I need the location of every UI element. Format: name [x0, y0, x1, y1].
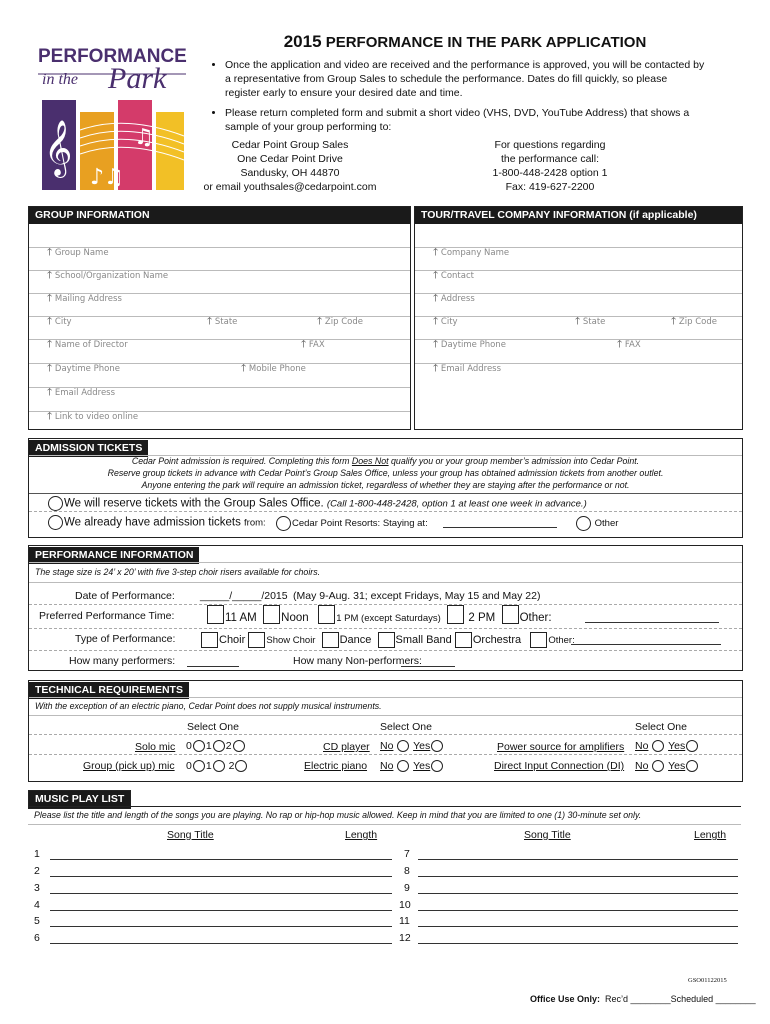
song-number-right: 8 — [404, 865, 410, 877]
song-number-right: 9 — [404, 882, 410, 894]
length-header-right: Length — [694, 829, 727, 841]
song-number-left: 4 — [34, 899, 40, 911]
group-2-radio[interactable] — [235, 760, 247, 772]
logo-line3: Park — [108, 62, 167, 95]
have-tickets-option[interactable]: We already have admission tickets from: — [47, 515, 266, 530]
addr-line: or email youthsales@cedarpoint.com — [203, 181, 377, 193]
admission-note-1: Cedar Point admission is required. Completing this form Does Not qualify you or your group member’s admission into Cedar Point. — [131, 456, 640, 466]
instruction-2: • Please return completed form and submit a short video (VHS, DVD, YouTube Address) that shows a sample of your group performing to: — [225, 106, 705, 134]
direct-options: No Yes — [635, 760, 699, 772]
direct-yes-radio[interactable] — [686, 760, 698, 772]
solo-2-radio[interactable] — [233, 740, 245, 752]
mailing-address — [200, 138, 380, 194]
time-11am[interactable]: 11 AM — [207, 612, 257, 624]
song-entry-line-left[interactable] — [50, 893, 392, 894]
power-yes-radio[interactable] — [686, 740, 698, 752]
tour-info-header: TOUR/TRAVEL COMPANY INFORMATION (if applicable) — [415, 207, 742, 224]
song-entry-line-left[interactable] — [50, 910, 392, 911]
performance-header: PERFORMANCE INFORMATION — [29, 547, 199, 564]
time-other[interactable]: Other: — [502, 612, 552, 624]
tour-city-field[interactable]: 🡑 City — [433, 316, 458, 327]
technical-note: With the exception of an electric piano, Cedar Point does not supply musical instruments. — [35, 701, 382, 711]
song-number-right: 10 — [399, 899, 411, 911]
questions-contact — [460, 138, 640, 194]
song-number-left: 5 — [34, 915, 40, 927]
date-note: (May 9-Aug. 31; except Fridays, May 15 and May 22) — [293, 590, 541, 602]
other-ticket-option[interactable]: Other — [575, 516, 618, 531]
resorts-radio[interactable] — [276, 516, 291, 531]
email-field[interactable]: 🡑 Email Address — [47, 387, 116, 398]
type-other[interactable]: Other: — [530, 634, 574, 646]
admission-note-3: Anyone entering the park will require an admission ticket, regardless of whether they are staying after the performance or not. — [141, 480, 630, 490]
page-title — [230, 32, 700, 52]
electric-piano-label: Electric piano — [304, 760, 368, 772]
type-small-band[interactable]: Small Band — [378, 634, 452, 646]
addr-line: Sandusky, OH 44870 — [240, 167, 340, 179]
tour-address-field[interactable]: 🡑 Address — [433, 293, 475, 304]
tour-state-field[interactable]: 🡑 State — [575, 316, 606, 327]
mailing-address-field[interactable]: 🡑 Mailing Address — [47, 293, 122, 304]
group-info-header: GROUP INFORMATION — [29, 207, 410, 224]
office-use-label: Office Use Only: — [530, 994, 601, 1004]
song-title-header-left: Song Title — [167, 829, 214, 841]
group-mic-options: 0 1 2 — [186, 760, 248, 772]
select-one-1: Select One — [187, 721, 239, 733]
reserve-radio[interactable] — [48, 496, 63, 511]
group-information-section — [28, 206, 411, 430]
date-label: Date of Performance: — [75, 590, 175, 602]
svg-text:𝄞: 𝄞 — [44, 120, 73, 176]
song-entry-line-right[interactable] — [418, 859, 738, 860]
tour-company-section — [414, 206, 743, 430]
type-dance[interactable]: Dance — [322, 634, 372, 646]
piano-no-radio[interactable] — [397, 760, 409, 772]
type-label: Type of Performance: — [75, 633, 176, 645]
song-entry-line-right[interactable] — [418, 876, 738, 877]
school-name-field[interactable]: 🡑 School/Organization Name — [47, 270, 169, 281]
title-year: 2015 — [283, 32, 322, 51]
logo-line1: PERFORMANCE — [38, 46, 187, 67]
song-number-right: 12 — [399, 932, 411, 944]
office-use — [530, 994, 756, 1004]
time-2pm[interactable]: 2 PM — [447, 612, 495, 624]
reserve-tickets-option[interactable]: We will reserve tickets with the Group Sales Office. (Call 1-800-448-2428, option 1 at least one week in advance.) — [47, 496, 587, 511]
type-show-choir[interactable]: Show Choir — [248, 634, 315, 646]
song-entry-line-left[interactable] — [50, 859, 392, 860]
solo-1-radio[interactable] — [213, 740, 225, 752]
performance-in-the-park-logo — [36, 44, 190, 194]
solo-mic-label: Solo mic — [135, 741, 176, 753]
questions-line: Fax: 419-627-2200 — [505, 181, 595, 193]
group-1-radio[interactable] — [213, 760, 225, 772]
power-options: No Yes — [635, 740, 699, 752]
song-entry-line-left[interactable] — [50, 926, 392, 927]
addr-line: Cedar Point Group Sales — [231, 139, 349, 151]
daytime-phone-field[interactable]: 🡑 Daytime Phone — [47, 363, 120, 374]
instructions — [205, 58, 705, 140]
music-header: MUSIC PLAY LIST — [28, 790, 131, 809]
svg-text:♪♫: ♪♫ — [90, 165, 124, 190]
song-number-left: 3 — [34, 882, 40, 894]
piano-options: No Yes — [380, 760, 444, 772]
office-use-fields: Rec’d ________Scheduled ________ — [605, 994, 756, 1004]
zip-field[interactable]: 🡑 Zip Code — [317, 316, 363, 327]
technical-header: TECHNICAL REQUIREMENTS — [29, 682, 189, 699]
song-entry-line-right[interactable] — [418, 926, 738, 927]
cd-player-label: CD player — [323, 741, 370, 753]
length-header-left: Length — [345, 829, 378, 841]
technical-section — [28, 680, 743, 782]
admission-note-2: Reserve group tickets in advance with Cedar Point’s Group Sales Office, unless your group has obtained admission tickets from another outlet. — [107, 468, 664, 478]
music-note: Please list the title and length of the songs you are playing. No rap or hip-hop music allowed. Keep in mind that you are limited to one (1) 30-minute set only. — [34, 810, 642, 820]
select-one-3: Select One — [635, 721, 687, 733]
logo-line2: in the — [42, 71, 78, 88]
group-name-field[interactable]: 🡑 Group Name — [47, 247, 109, 258]
instruction-1: • Once the application and video are received and the performance is approved, you will be contacted by a representative from Group Sales to schedule the performance. Dates do fill quickly, so please register early to ensure your desired date and time. — [225, 58, 705, 100]
contact-field[interactable]: 🡑 Contact — [433, 270, 474, 281]
date-input[interactable]: _____/_____/2015 — [200, 590, 288, 602]
fax-field[interactable]: 🡑 FAX — [301, 339, 325, 350]
performers-label: How many performers: — [69, 655, 176, 667]
song-entry-line-right[interactable] — [418, 893, 738, 894]
video-link-field[interactable]: 🡑 Link to video online — [47, 411, 139, 422]
song-number-left: 1 — [34, 848, 40, 860]
direct-no-radio[interactable] — [652, 760, 664, 772]
tour-fax-field[interactable]: 🡑 FAX — [617, 339, 641, 350]
questions-line: 1-800-448-2428 option 1 — [492, 167, 608, 179]
song-number-right: 7 — [404, 848, 410, 860]
time-options — [207, 605, 552, 624]
performance-section — [28, 545, 743, 671]
type-other-line[interactable] — [571, 644, 721, 645]
cd-player-options: No Yes — [380, 740, 444, 752]
tour-email-field[interactable]: 🡑 Email Address — [433, 363, 502, 374]
cd-no-radio[interactable] — [397, 740, 409, 752]
song-number-left: 2 — [34, 865, 40, 877]
city-field[interactable]: 🡑 City — [47, 316, 72, 327]
nonperformers-label: How many Non-performers: — [293, 655, 422, 667]
song-entry-line-right[interactable] — [418, 943, 738, 944]
admission-section — [28, 438, 743, 538]
svg-text:♫: ♫ — [134, 125, 154, 150]
mobile-phone-field[interactable]: 🡑 Mobile Phone — [241, 363, 306, 374]
admission-header: ADMISSION TICKETS — [29, 440, 148, 457]
tour-zip-field[interactable]: 🡑 Zip Code — [671, 316, 717, 327]
company-name-field[interactable]: 🡑 Company Name — [433, 247, 510, 258]
group-0-radio[interactable] — [193, 760, 205, 772]
song-entry-line-right[interactable] — [418, 910, 738, 911]
type-options — [201, 632, 575, 648]
state-field[interactable]: 🡑 State — [207, 316, 238, 327]
time-other-line[interactable] — [585, 622, 719, 623]
type-choir[interactable]: Choir — [201, 634, 245, 646]
resorts-option[interactable]: Cedar Point Resorts: Staying at: — [275, 516, 428, 531]
power-no-radio[interactable] — [652, 740, 664, 752]
song-number-right: 11 — [399, 915, 410, 927]
solo-0-radio[interactable] — [193, 740, 205, 752]
have-tickets-radio[interactable] — [48, 515, 63, 530]
form-code: GSO01122015 — [688, 977, 727, 984]
director-field[interactable]: 🡑 Name of Director — [47, 339, 128, 350]
solo-mic-options: 0 1 2 — [186, 740, 246, 752]
addr-line: One Cedar Point Drive — [237, 153, 343, 165]
questions-line: For questions regarding — [494, 139, 606, 151]
song-number-left: 6 — [34, 932, 40, 944]
stage-note: The stage size is 24’ x 20’ with five 3-step choir risers available for choirs. — [35, 567, 321, 577]
time-1pm[interactable]: 1 PM (except Saturdays) — [318, 612, 441, 624]
song-entry-line-left[interactable] — [50, 876, 392, 877]
staying-at-line[interactable] — [443, 527, 557, 528]
direct-input-label: Direct Input Connection (DI) — [494, 760, 625, 772]
title-text: PERFORMANCE IN THE PARK APPLICATION — [325, 34, 647, 51]
group-mic-label: Group (pick up) mic — [83, 760, 175, 772]
time-noon[interactable]: Noon — [263, 612, 309, 624]
performers-input[interactable] — [187, 666, 239, 667]
nonperformers-input[interactable] — [401, 666, 455, 667]
song-entry-line-left[interactable] — [50, 943, 392, 944]
select-one-2: Select One — [380, 721, 432, 733]
tour-daytime-phone-field[interactable]: 🡑 Daytime Phone — [433, 339, 506, 350]
time-label: Preferred Performance Time: — [39, 610, 175, 622]
type-orchestra[interactable]: Orchestra — [455, 634, 521, 646]
other-radio[interactable] — [576, 516, 591, 531]
music-section — [28, 790, 741, 950]
questions-line: the performance call: — [500, 153, 600, 165]
power-label: Power source for amplifiers — [497, 741, 625, 753]
cd-yes-radio[interactable] — [431, 740, 443, 752]
song-title-header-right: Song Title — [524, 829, 571, 841]
piano-yes-radio[interactable] — [431, 760, 443, 772]
